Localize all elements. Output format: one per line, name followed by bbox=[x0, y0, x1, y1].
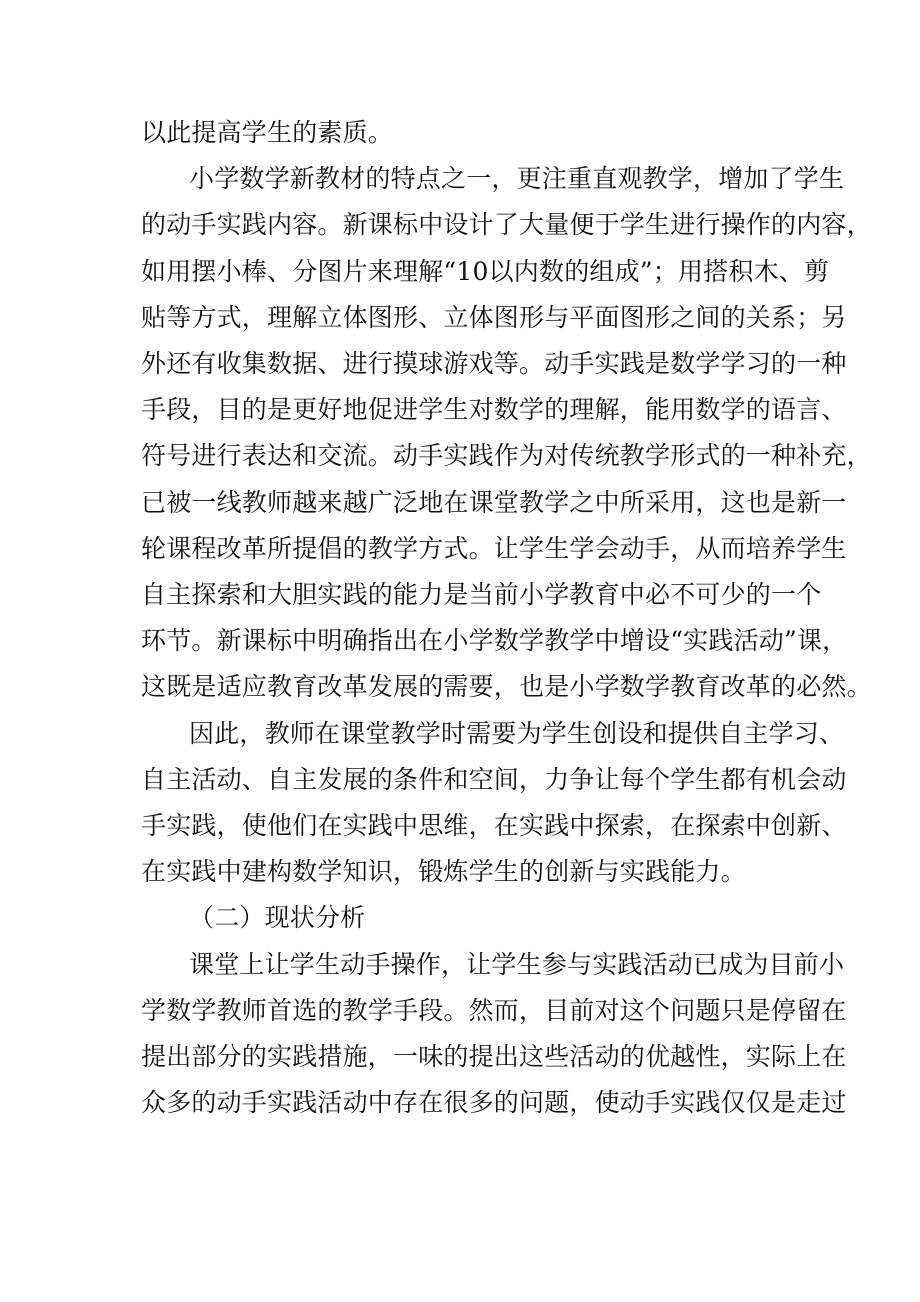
text-line: 轮课程改革所提倡的教学方式。让学生学会动手，从而培养学生 bbox=[141, 533, 847, 563]
text-line: 小学数学新教材的特点之一，更注重直观教学，增加了学生 bbox=[189, 164, 845, 194]
text-line: 众多的动手实践活动中存在很多的问题，使动手实践仅仅是走过 bbox=[141, 1088, 847, 1118]
text-line: 符号进行表达和交流。动手实践作为对传统教学形式的一种补充， bbox=[141, 441, 872, 471]
text-line: 因此，教师在课堂教学时需要为学生创设和提供自主学习、 bbox=[189, 718, 845, 748]
text-line: 自主活动、自主发展的条件和空间，力争让每个学生都有机会动 bbox=[141, 764, 847, 794]
text-line: 贴等方式，理解立体图形、立体图形与平面图形之间的关系；另 bbox=[141, 302, 847, 332]
text-line: 学数学教师首选的教学手段。然而，目前对这个问题只是停留在 bbox=[141, 995, 847, 1025]
text-line: 课堂上让学生动手操作，让学生参与实践活动已成为目前小 bbox=[189, 949, 845, 979]
text-line: 在实践中建构数学知识，锻炼学生的创新与实践能力。 bbox=[141, 857, 746, 887]
text-line: 以此提高学生的素质。 bbox=[141, 118, 394, 147]
text-line: 外还有收集数据、进行摸球游戏等。动手实践是数学学习的一种 bbox=[141, 349, 847, 379]
text-line: 自主探索和大胆实践的能力是当前小学教育中必不可少的一个 bbox=[141, 580, 822, 610]
text-line: 手实践，使他们在实践中思维，在实践中探索，在探索中创新、 bbox=[141, 811, 847, 841]
text-line: 手段，目的是更好地促进学生对数学的理解，能用数学的语言、 bbox=[141, 395, 847, 425]
text-line: 如用摆小棒、分图片来理解“10以内数的组成”；用搭积木、剪 bbox=[141, 256, 830, 286]
text-line: 已被一线教师越来越广泛地在课堂教学之中所采用，这也是新一 bbox=[141, 487, 847, 517]
text-line: 这既是适应教育改革发展的需要，也是小学数学教育改革的必然。 bbox=[141, 672, 872, 702]
text-line: 的动手实践内容。新课标中设计了大量便于学生进行操作的内容， bbox=[141, 210, 872, 240]
text-line: 提出部分的实践措施，一味的提出这些活动的优越性，实际上在 bbox=[141, 1042, 847, 1072]
section-heading: （二）现状分析 bbox=[189, 903, 366, 933]
document-body bbox=[141, 110, 872, 1126]
text-line: 环节。新课标中明确指出在小学数学教学中增设“实践活动”课， bbox=[141, 626, 848, 656]
